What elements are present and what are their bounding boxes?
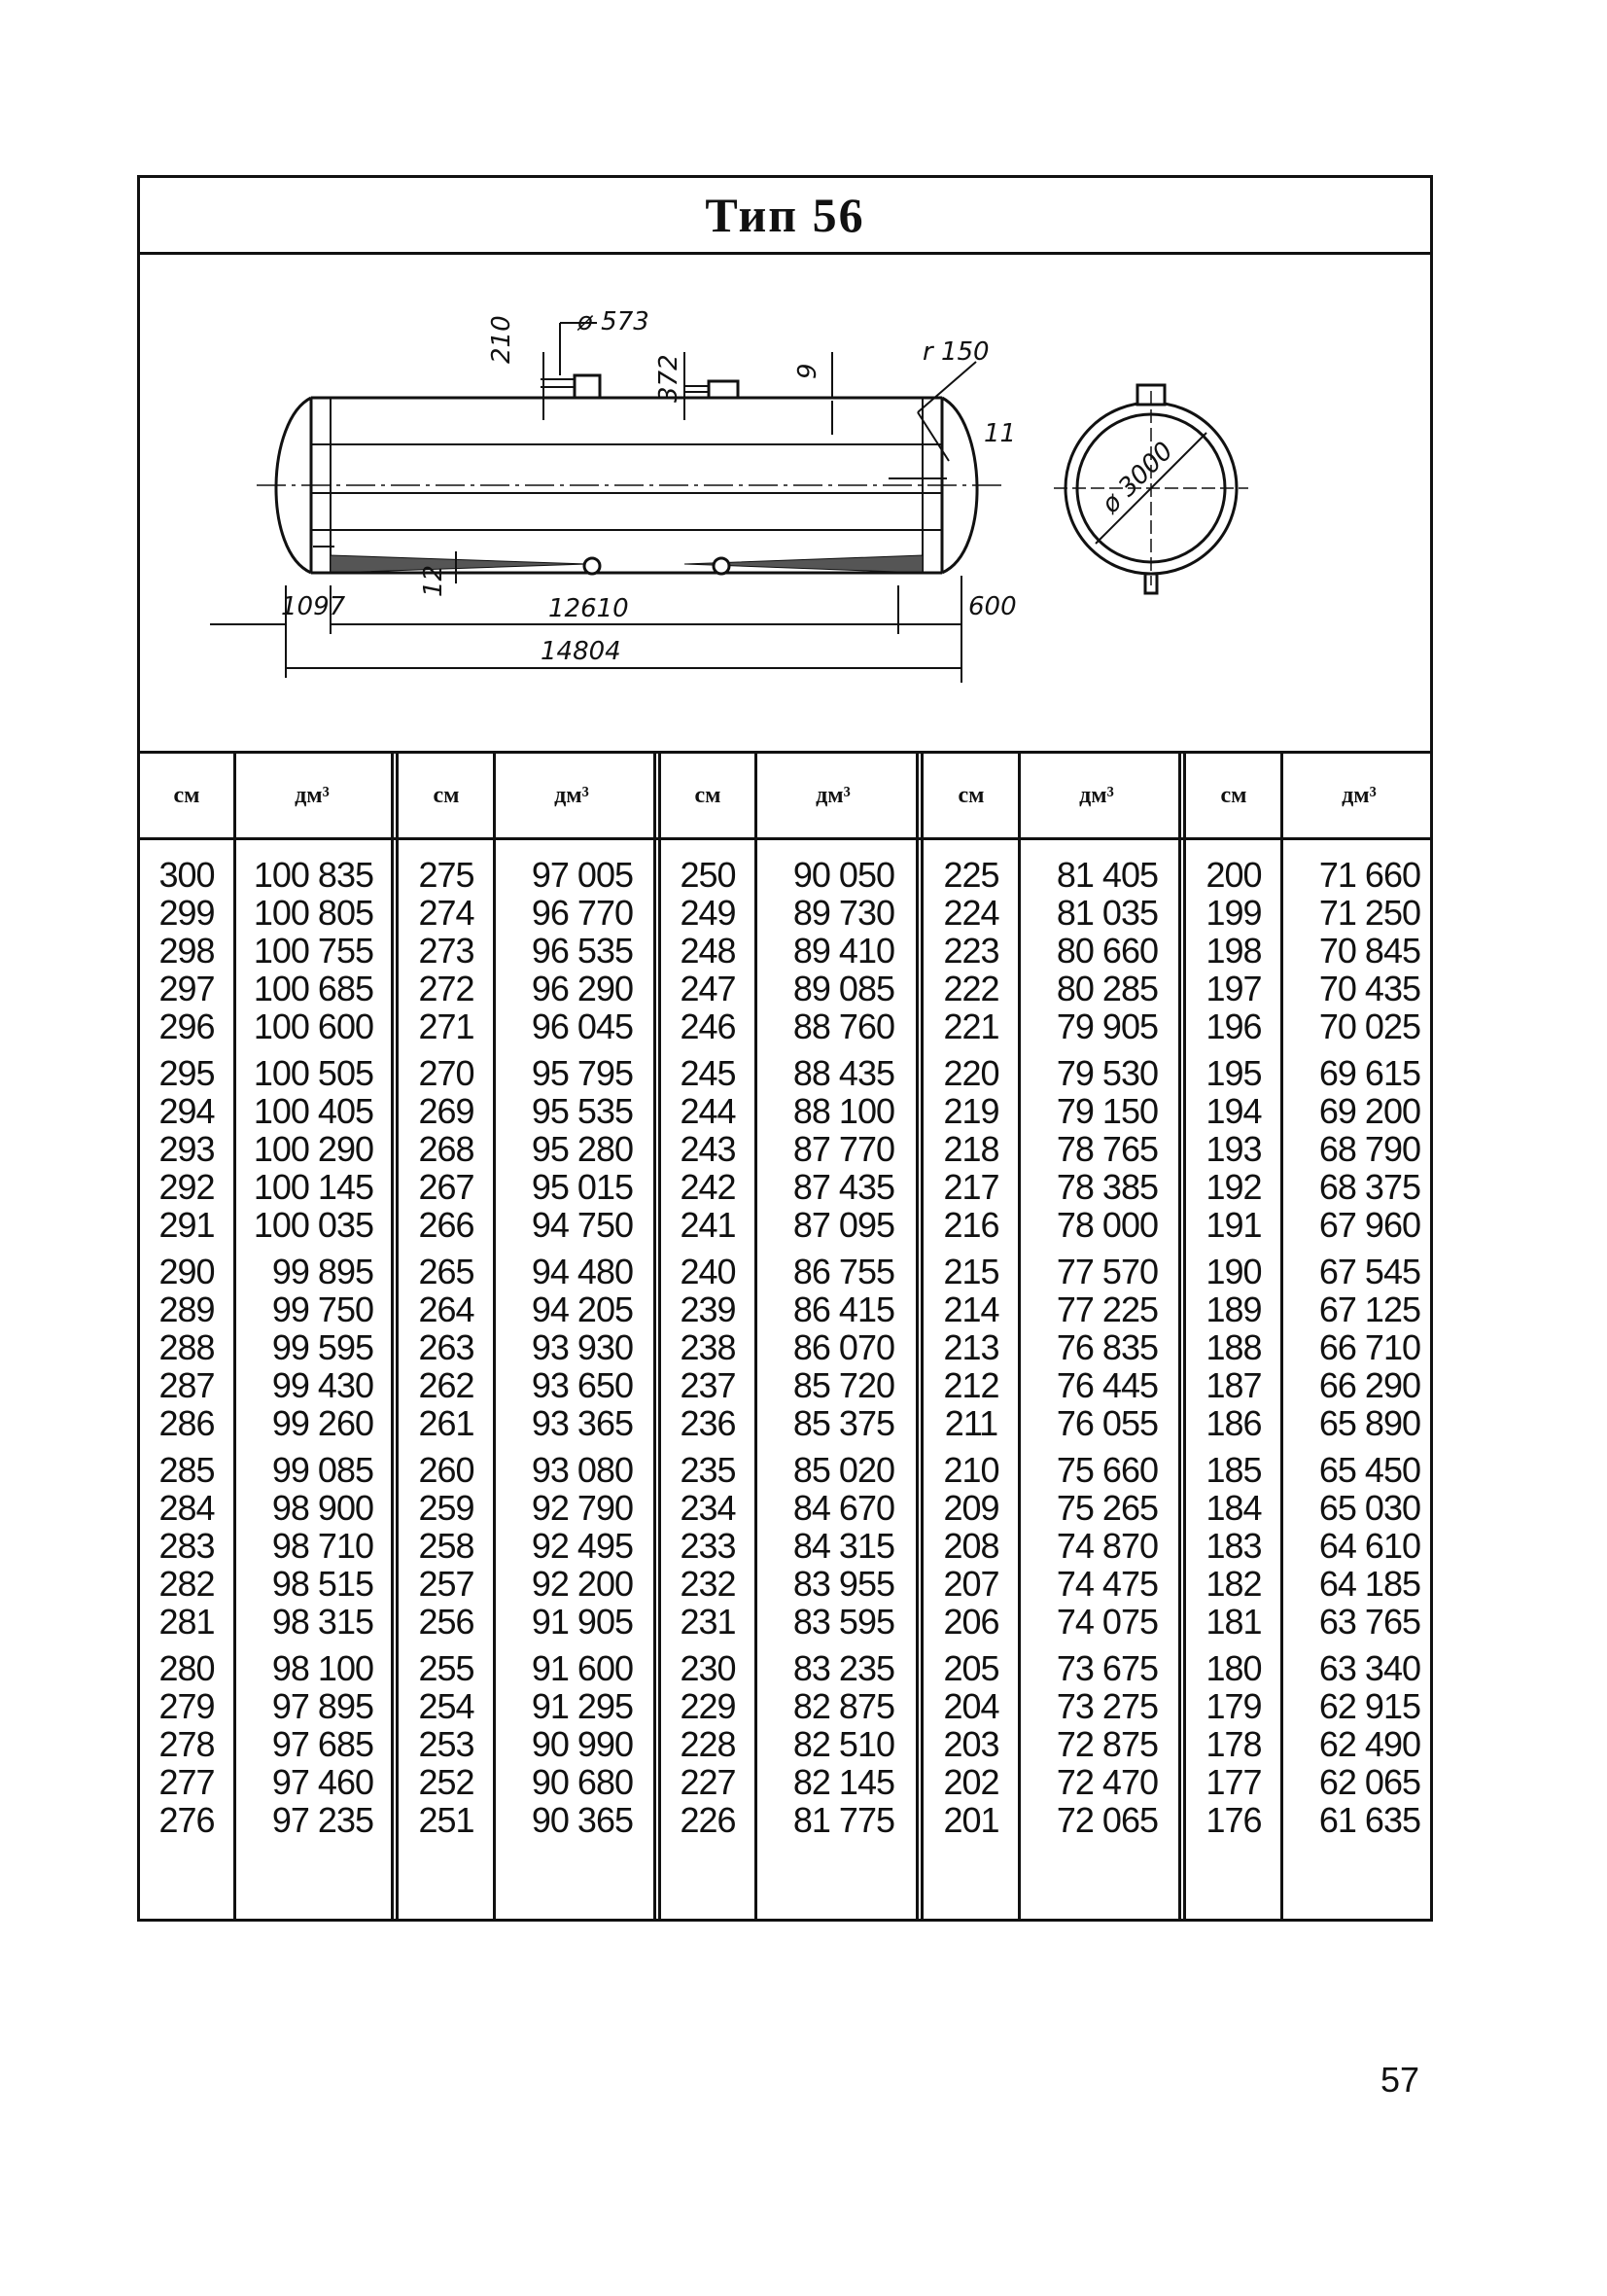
cell-dm3: 72 065 (1056, 1800, 1158, 1840)
cell-dm3: 68 790 (1318, 1129, 1420, 1169)
cell-dm3: 78 765 (1056, 1129, 1158, 1169)
cell-dm3: 77 570 (1056, 1252, 1158, 1291)
cell-cm: 185 (1205, 1450, 1262, 1490)
cell-dm3: 93 650 (531, 1365, 633, 1405)
cell-dm3: 74 075 (1056, 1602, 1158, 1642)
cell-dm3: 94 205 (531, 1289, 633, 1329)
cell-cm: 254 (418, 1686, 474, 1726)
cell-cm: 269 (418, 1091, 474, 1131)
cell-cm: 286 (158, 1403, 215, 1443)
cell-cm: 219 (943, 1091, 999, 1131)
cell-cm: 248 (680, 931, 736, 971)
cell-cm: 266 (418, 1205, 474, 1245)
cell-dm3: 99 895 (271, 1252, 373, 1291)
cell-dm3: 81 035 (1056, 893, 1158, 933)
cell-cm: 213 (943, 1327, 999, 1367)
cell-cm: 250 (680, 855, 736, 895)
cell-dm3: 79 905 (1056, 1007, 1158, 1046)
cell-cm: 215 (943, 1252, 999, 1291)
cell-cm: 284 (158, 1488, 215, 1528)
header-cm: см (694, 783, 721, 808)
group-separator (653, 754, 661, 1919)
cell-dm3: 96 045 (531, 1007, 633, 1046)
cell-cm: 234 (680, 1488, 736, 1528)
cell-dm3: 71 660 (1318, 855, 1420, 895)
cell-dm3: 88 760 (792, 1007, 894, 1046)
tank-end-view (1054, 385, 1248, 593)
cell-cm: 221 (943, 1007, 999, 1046)
cell-dm3: 100 035 (253, 1205, 373, 1245)
cell-dm3: 70 845 (1318, 931, 1420, 971)
cell-cm: 237 (680, 1365, 736, 1405)
cell-cm: 255 (418, 1648, 474, 1688)
cell-cm: 262 (418, 1365, 474, 1405)
cell-cm: 285 (158, 1450, 215, 1490)
cell-dm3: 67 960 (1318, 1205, 1420, 1245)
cell-cm: 252 (418, 1762, 474, 1802)
cell-dm3: 82 875 (792, 1686, 894, 1726)
cell-cm: 191 (1205, 1205, 1262, 1245)
cell-cm: 246 (680, 1007, 736, 1046)
dim-nozzle-diameter: ø 573 (577, 307, 649, 336)
cell-cm: 177 (1205, 1762, 1262, 1802)
cell-dm3: 77 225 (1056, 1289, 1158, 1329)
cell-dm3: 91 295 (531, 1686, 633, 1726)
cell-cm: 176 (1205, 1800, 1262, 1840)
cell-dm3: 89 085 (792, 969, 894, 1008)
header-cm: см (173, 783, 200, 808)
cell-dm3: 81 775 (792, 1800, 894, 1840)
cell-dm3: 93 080 (531, 1450, 633, 1490)
cell-cm: 260 (418, 1450, 474, 1490)
cell-cm: 236 (680, 1403, 736, 1443)
cell-dm3: 65 890 (1318, 1403, 1420, 1443)
cell-dm3: 96 770 (531, 893, 633, 933)
cell-cm: 291 (158, 1205, 215, 1245)
cell-dm3: 96 290 (531, 969, 633, 1008)
cell-dm3: 82 510 (792, 1724, 894, 1764)
cell-cm: 289 (158, 1289, 215, 1329)
cell-dm3: 99 085 (271, 1450, 373, 1490)
cell-dm3: 100 145 (253, 1167, 373, 1207)
dim-14804: 14804 (541, 637, 621, 666)
dim-1097: 1097 (281, 592, 346, 621)
calibration-table (140, 754, 1430, 1919)
cell-dm3: 69 200 (1318, 1091, 1420, 1131)
cell-dm3: 89 730 (792, 893, 894, 933)
cell-dm3: 97 895 (271, 1686, 373, 1726)
cell-dm3: 63 340 (1318, 1648, 1420, 1688)
cell-cm: 192 (1205, 1167, 1262, 1207)
dim-372: 372 (654, 354, 683, 403)
cell-cm: 299 (158, 893, 215, 933)
cell-cm: 207 (943, 1564, 999, 1604)
cell-cm: 197 (1205, 969, 1262, 1008)
cell-cm: 283 (158, 1526, 215, 1566)
cell-dm3: 79 530 (1056, 1053, 1158, 1093)
cell-cm: 218 (943, 1129, 999, 1169)
cell-cm: 256 (418, 1602, 474, 1642)
cell-cm: 244 (680, 1091, 736, 1131)
cell-dm3: 100 835 (253, 855, 373, 895)
cell-dm3: 84 670 (792, 1488, 894, 1528)
cell-dm3: 97 005 (531, 855, 633, 895)
cell-dm3: 76 835 (1056, 1327, 1158, 1367)
cell-cm: 202 (943, 1762, 999, 1802)
header-dm3: дм³ (295, 783, 330, 808)
cell-dm3: 67 545 (1318, 1252, 1420, 1291)
cell-cm: 278 (158, 1724, 215, 1764)
cell-cm: 279 (158, 1686, 215, 1726)
cell-cm: 201 (943, 1800, 999, 1840)
column-separator (754, 754, 757, 1919)
cell-cm: 298 (158, 931, 215, 971)
cell-cm: 242 (680, 1167, 736, 1207)
cell-dm3: 66 290 (1318, 1365, 1420, 1405)
cell-dm3: 66 710 (1318, 1327, 1420, 1367)
cell-dm3: 98 315 (271, 1602, 373, 1642)
cell-cm: 295 (158, 1053, 215, 1093)
cell-cm: 251 (418, 1800, 474, 1840)
header-dm3: дм³ (816, 783, 851, 808)
cell-cm: 180 (1205, 1648, 1262, 1688)
cell-cm: 263 (418, 1327, 474, 1367)
cell-dm3: 90 050 (792, 855, 894, 895)
cell-dm3: 93 930 (531, 1327, 633, 1367)
cell-cm: 209 (943, 1488, 999, 1528)
cell-dm3: 86 415 (792, 1289, 894, 1329)
cell-dm3: 98 515 (271, 1564, 373, 1604)
cell-dm3: 65 030 (1318, 1488, 1420, 1528)
dim-11: 11 (984, 419, 1017, 448)
cell-dm3: 87 095 (792, 1205, 894, 1245)
cell-cm: 208 (943, 1526, 999, 1566)
cell-dm3: 80 660 (1056, 931, 1158, 971)
dim-600: 600 (968, 592, 1017, 621)
page-title: Тип 56 (705, 188, 865, 242)
cell-cm: 186 (1205, 1403, 1262, 1443)
cell-dm3: 73 675 (1056, 1648, 1158, 1688)
cell-cm: 182 (1205, 1564, 1262, 1604)
cell-cm: 292 (158, 1167, 215, 1207)
title-row (140, 178, 1430, 255)
cell-dm3: 99 260 (271, 1403, 373, 1443)
cell-dm3: 100 805 (253, 893, 373, 933)
dim-210: 210 (487, 315, 516, 364)
cell-dm3: 95 015 (531, 1167, 633, 1207)
cell-dm3: 88 435 (792, 1053, 894, 1093)
cell-cm: 281 (158, 1602, 215, 1642)
cell-cm: 245 (680, 1053, 736, 1093)
cell-cm: 257 (418, 1564, 474, 1604)
cell-dm3: 100 600 (253, 1007, 373, 1046)
cell-dm3: 75 265 (1056, 1488, 1158, 1528)
cell-dm3: 74 870 (1056, 1526, 1158, 1566)
cell-cm: 271 (418, 1007, 474, 1046)
cell-cm: 231 (680, 1602, 736, 1642)
cell-cm: 265 (418, 1252, 474, 1291)
cell-dm3: 99 430 (271, 1365, 373, 1405)
cell-dm3: 98 710 (271, 1526, 373, 1566)
cell-dm3: 78 385 (1056, 1167, 1158, 1207)
dim-12: 12 (419, 564, 448, 597)
cell-cm: 288 (158, 1327, 215, 1367)
cell-dm3: 88 100 (792, 1091, 894, 1131)
cell-cm: 229 (680, 1686, 736, 1726)
cell-cm: 205 (943, 1648, 999, 1688)
cell-dm3: 91 600 (531, 1648, 633, 1688)
cell-cm: 249 (680, 893, 736, 933)
header-divider (140, 837, 1430, 840)
cell-cm: 261 (418, 1403, 474, 1443)
cell-cm: 280 (158, 1648, 215, 1688)
cell-dm3: 68 375 (1318, 1167, 1420, 1207)
cell-dm3: 90 990 (531, 1724, 633, 1764)
cell-cm: 199 (1205, 893, 1262, 933)
cell-cm: 220 (943, 1053, 999, 1093)
dim-r150: r 150 (923, 337, 990, 367)
cell-dm3: 97 685 (271, 1724, 373, 1764)
cell-dm3: 91 905 (531, 1602, 633, 1642)
header-cm: см (958, 783, 985, 808)
cell-dm3: 70 025 (1318, 1007, 1420, 1046)
cell-cm: 294 (158, 1091, 215, 1131)
cell-cm: 195 (1205, 1053, 1262, 1093)
cell-cm: 190 (1205, 1252, 1262, 1291)
cell-cm: 184 (1205, 1488, 1262, 1528)
cell-dm3: 94 480 (531, 1252, 633, 1291)
cell-cm: 206 (943, 1602, 999, 1642)
cell-cm: 296 (158, 1007, 215, 1046)
column-separator (1280, 754, 1283, 1919)
cell-cm: 273 (418, 931, 474, 971)
cell-cm: 204 (943, 1686, 999, 1726)
group-separator (391, 754, 399, 1919)
cell-dm3: 96 535 (531, 931, 633, 971)
cell-dm3: 61 635 (1318, 1800, 1420, 1840)
group-separator (916, 754, 924, 1919)
header-dm3: дм³ (1079, 783, 1114, 808)
cell-dm3: 72 875 (1056, 1724, 1158, 1764)
cell-cm: 227 (680, 1762, 736, 1802)
cell-cm: 240 (680, 1252, 736, 1291)
cell-dm3: 94 750 (531, 1205, 633, 1245)
cell-cm: 233 (680, 1526, 736, 1566)
cell-dm3: 99 750 (271, 1289, 373, 1329)
cell-cm: 259 (418, 1488, 474, 1528)
cell-dm3: 79 150 (1056, 1091, 1158, 1131)
cell-dm3: 93 365 (531, 1403, 633, 1443)
cell-dm3: 95 280 (531, 1129, 633, 1169)
cell-dm3: 62 915 (1318, 1686, 1420, 1726)
cell-cm: 178 (1205, 1724, 1262, 1764)
cell-dm3: 62 065 (1318, 1762, 1420, 1802)
cell-cm: 275 (418, 855, 474, 895)
cell-cm: 270 (418, 1053, 474, 1093)
cell-cm: 194 (1205, 1091, 1262, 1131)
cell-dm3: 95 535 (531, 1091, 633, 1131)
cell-cm: 223 (943, 931, 999, 971)
cell-cm: 183 (1205, 1526, 1262, 1566)
cell-cm: 210 (943, 1450, 999, 1490)
cell-cm: 247 (680, 969, 736, 1008)
cell-dm3: 85 720 (792, 1365, 894, 1405)
cell-dm3: 86 070 (792, 1327, 894, 1367)
cell-dm3: 100 505 (253, 1053, 373, 1093)
cell-cm: 225 (943, 855, 999, 895)
cell-cm: 232 (680, 1564, 736, 1604)
header-cm: см (1220, 783, 1247, 808)
cell-dm3: 85 020 (792, 1450, 894, 1490)
cell-cm: 193 (1205, 1129, 1262, 1169)
cell-cm: 179 (1205, 1686, 1262, 1726)
cell-dm3: 97 235 (271, 1800, 373, 1840)
tank-side-view (210, 323, 1005, 683)
cell-dm3: 67 125 (1318, 1289, 1420, 1329)
cell-dm3: 76 055 (1056, 1403, 1158, 1443)
tank-drawing-svg (140, 255, 1430, 751)
cell-cm: 274 (418, 893, 474, 933)
cell-dm3: 71 250 (1318, 893, 1420, 933)
cell-cm: 239 (680, 1289, 736, 1329)
cell-dm3: 63 765 (1318, 1602, 1420, 1642)
cell-cm: 228 (680, 1724, 736, 1764)
cell-cm: 276 (158, 1800, 215, 1840)
cell-dm3: 84 315 (792, 1526, 894, 1566)
column-separator (493, 754, 496, 1919)
cell-dm3: 86 755 (792, 1252, 894, 1291)
dim-12610: 12610 (548, 594, 629, 623)
cell-dm3: 82 145 (792, 1762, 894, 1802)
header-dm3: дм³ (554, 783, 589, 808)
column-separator (1018, 754, 1021, 1919)
cell-dm3: 97 460 (271, 1762, 373, 1802)
cell-cm: 181 (1205, 1602, 1262, 1642)
cell-dm3: 85 375 (792, 1403, 894, 1443)
cell-dm3: 95 795 (531, 1053, 633, 1093)
cell-dm3: 70 435 (1318, 969, 1420, 1008)
cell-dm3: 64 185 (1318, 1564, 1420, 1604)
cell-cm: 200 (1205, 855, 1262, 895)
cell-cm: 241 (680, 1205, 736, 1245)
cell-dm3: 69 615 (1318, 1053, 1420, 1093)
cell-dm3: 92 495 (531, 1526, 633, 1566)
cell-cm: 211 (944, 1403, 998, 1443)
cell-dm3: 80 285 (1056, 969, 1158, 1008)
cell-dm3: 87 435 (792, 1167, 894, 1207)
cell-dm3: 90 365 (531, 1800, 633, 1840)
cell-cm: 216 (943, 1205, 999, 1245)
tank-drawing (140, 255, 1430, 754)
cell-dm3: 62 490 (1318, 1724, 1420, 1764)
cell-dm3: 100 685 (253, 969, 373, 1008)
cell-cm: 235 (680, 1450, 736, 1490)
cell-dm3: 98 100 (271, 1648, 373, 1688)
cell-dm3: 92 790 (531, 1488, 633, 1528)
cell-cm: 277 (158, 1762, 215, 1802)
cell-cm: 253 (418, 1724, 474, 1764)
page-number: 57 (1380, 2060, 1420, 2100)
cell-dm3: 98 900 (271, 1488, 373, 1528)
cell-cm: 214 (943, 1289, 999, 1329)
cell-cm: 189 (1205, 1289, 1262, 1329)
cell-cm: 293 (158, 1129, 215, 1169)
cell-cm: 272 (418, 969, 474, 1008)
cell-cm: 287 (158, 1365, 215, 1405)
cell-cm: 212 (943, 1365, 999, 1405)
cell-dm3: 65 450 (1318, 1450, 1420, 1490)
group-separator (1178, 754, 1186, 1919)
cell-dm3: 87 770 (792, 1129, 894, 1169)
cell-dm3: 92 200 (531, 1564, 633, 1604)
cell-dm3: 100 405 (253, 1091, 373, 1131)
cell-dm3: 83 595 (792, 1602, 894, 1642)
cell-cm: 187 (1205, 1365, 1262, 1405)
header-dm3: дм³ (1342, 783, 1377, 808)
cell-cm: 198 (1205, 931, 1262, 971)
cell-dm3: 83 235 (792, 1648, 894, 1688)
cell-cm: 203 (943, 1724, 999, 1764)
cell-dm3: 81 405 (1056, 855, 1158, 895)
cell-cm: 268 (418, 1129, 474, 1169)
cell-cm: 290 (158, 1252, 215, 1291)
cell-dm3: 75 660 (1056, 1450, 1158, 1490)
cell-dm3: 73 275 (1056, 1686, 1158, 1726)
cell-dm3: 89 410 (792, 931, 894, 971)
cell-dm3: 90 680 (531, 1762, 633, 1802)
cell-cm: 297 (158, 969, 215, 1008)
cell-dm3: 64 610 (1318, 1526, 1420, 1566)
cell-cm: 282 (158, 1564, 215, 1604)
cell-cm: 196 (1205, 1007, 1262, 1046)
cell-cm: 267 (418, 1167, 474, 1207)
cell-cm: 300 (158, 855, 215, 895)
cell-cm: 238 (680, 1327, 736, 1367)
cell-dm3: 78 000 (1056, 1205, 1158, 1245)
cell-dm3: 99 595 (271, 1327, 373, 1367)
cell-cm: 222 (943, 969, 999, 1008)
cell-dm3: 100 755 (253, 931, 373, 971)
cell-cm: 188 (1205, 1327, 1262, 1367)
cell-cm: 224 (943, 893, 999, 933)
cell-dm3: 74 475 (1056, 1564, 1158, 1604)
cell-dm3: 72 470 (1056, 1762, 1158, 1802)
cell-cm: 243 (680, 1129, 736, 1169)
table-frame (137, 175, 1433, 1922)
cell-dm3: 76 445 (1056, 1365, 1158, 1405)
cell-cm: 258 (418, 1526, 474, 1566)
cell-dm3: 100 290 (253, 1129, 373, 1169)
dim-9: 9 (793, 363, 822, 379)
dim-end-diameter: ø 3000 (1096, 436, 1179, 519)
cell-cm: 264 (418, 1289, 474, 1329)
header-cm: см (433, 783, 460, 808)
cell-dm3: 83 955 (792, 1564, 894, 1604)
cell-cm: 217 (943, 1167, 999, 1207)
column-separator (233, 754, 236, 1919)
cell-cm: 230 (680, 1648, 736, 1688)
cell-cm: 226 (680, 1800, 736, 1840)
